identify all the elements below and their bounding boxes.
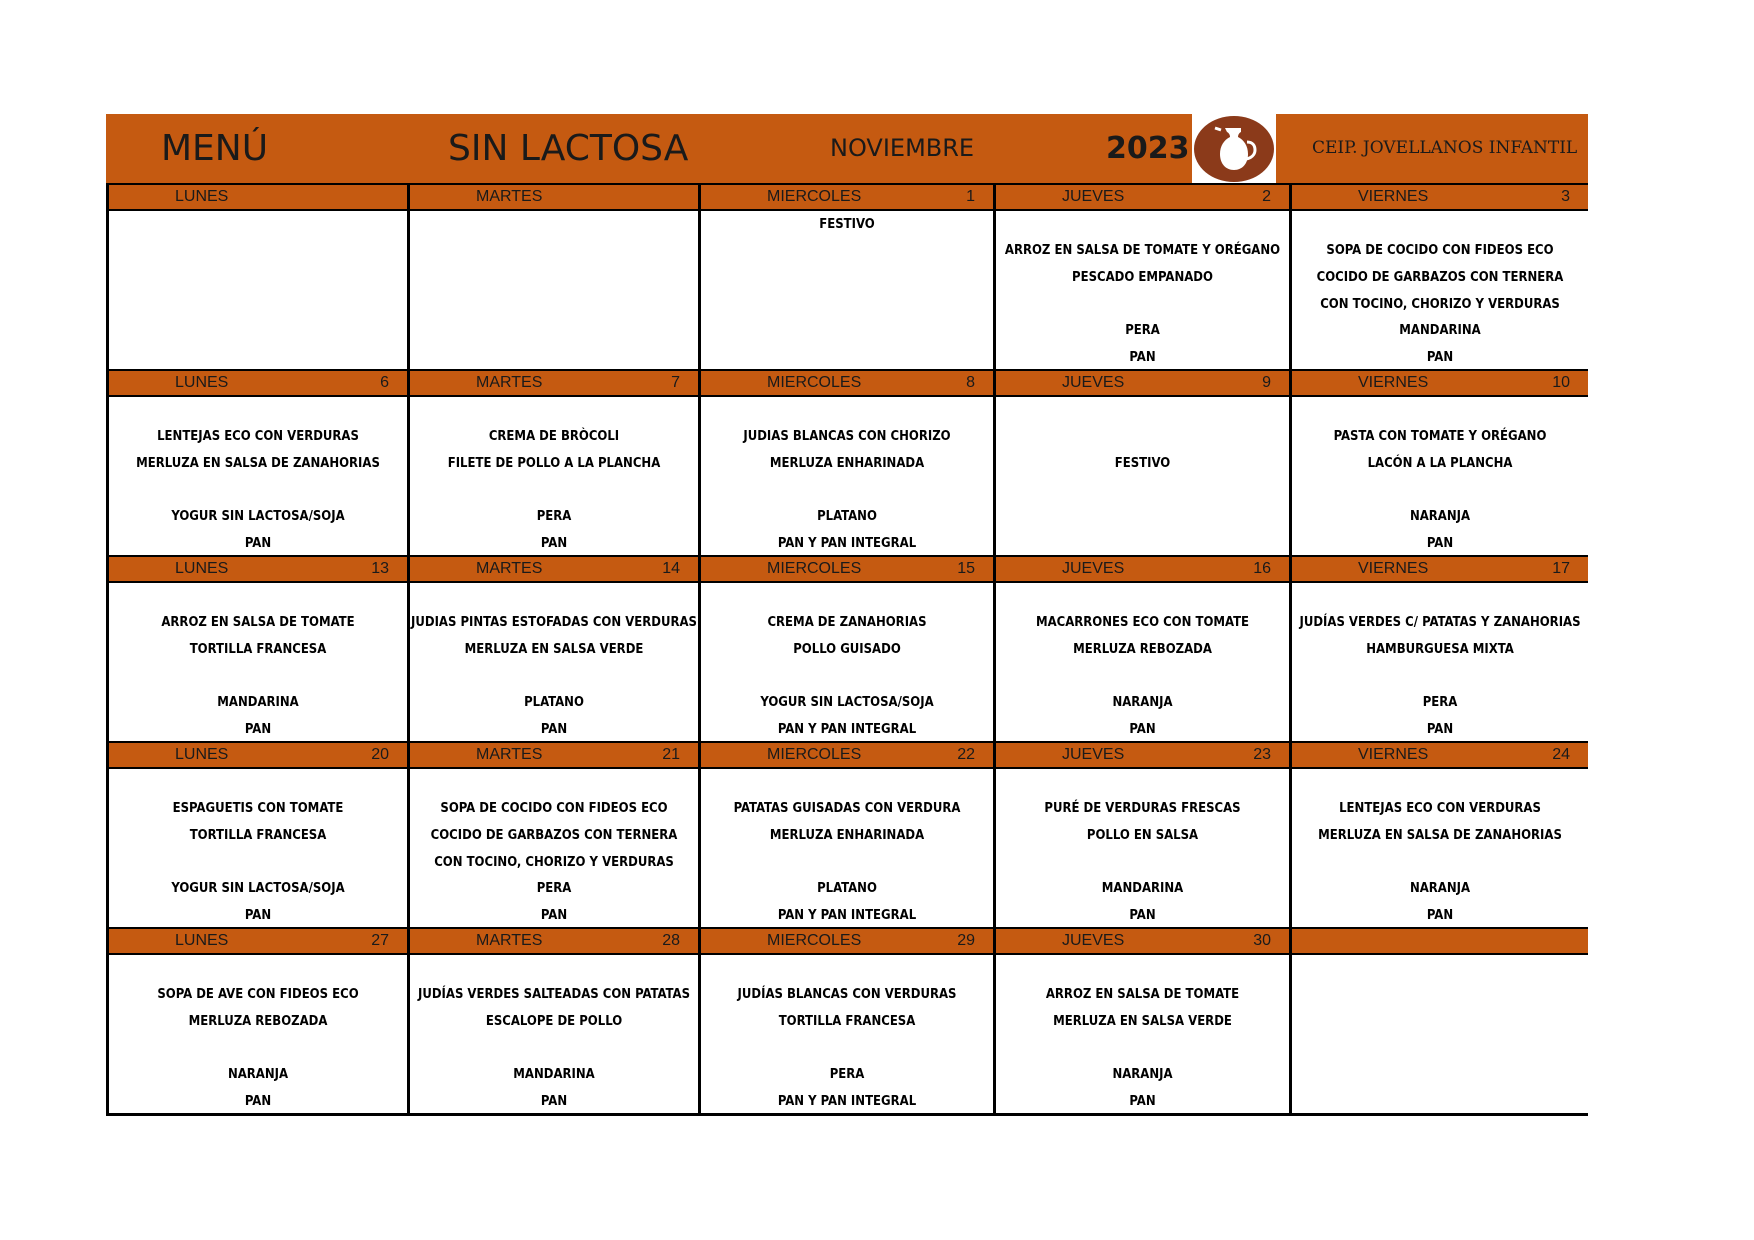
menu-line: MERLUZA EN SALSA VERDE [1053,1014,1232,1029]
day-number: 28 [662,932,680,949]
day-menu [410,955,698,1113]
menu-line: PAN [1426,536,1454,551]
menu-line: MERLUZA EN SALSA VERDE [464,642,644,657]
day-menu [1292,769,1588,927]
menu-line: NARANJA [1112,695,1173,710]
day-header [410,369,698,397]
title-bar [106,114,1588,183]
day-number: 14 [662,560,680,577]
menu-line [410,211,698,238]
menu-line [109,477,407,504]
day-header [701,369,993,397]
menu-line: MERLUZA EN SALSA DE ZANAHORIAS [1318,828,1562,843]
day-menu [996,397,1289,555]
day-header [109,741,407,769]
menu-line: NARANJA [1409,881,1471,896]
day-cell [106,183,407,369]
day-cell [698,555,993,741]
menu-line: NARANJA [1112,1067,1173,1082]
day-number: 29 [957,932,975,949]
day-number: 27 [371,932,389,949]
week-row [106,741,1588,927]
day-menu [996,769,1289,927]
school-logo [1192,114,1276,183]
day-name: MIERCOLES [767,374,862,391]
menu-line: COCIDO DE GARBAZOS CON TERNERA [1316,270,1564,285]
day-number: 3 [1561,188,1570,205]
menu-line: JUDÍAS VERDES C/ PATATAS Y ZANAHORIAS [1299,615,1581,630]
menu-line [109,955,407,982]
menu-line: YOGUR SIN LACTOSA/SOJA [171,881,345,896]
day-number: 21 [662,746,680,763]
menu-line: LACÓN A LA PLANCHA [1367,456,1513,471]
day-header [1292,741,1588,769]
day-cell [1289,183,1588,369]
day-header [701,555,993,583]
menu-line [410,237,698,264]
menu-line [1292,211,1588,238]
day-number: 9 [1262,374,1271,391]
menu-line [109,211,407,238]
menu-line: ARROZ EN SALSA DE TOMATE [161,615,355,630]
day-number: 10 [1552,374,1570,391]
menu-line: MERLUZA REBOZADA [188,1014,328,1029]
day-name: MIERCOLES [767,932,862,949]
menu-line: MACARRONES ECO CON TOMATE [1035,615,1250,630]
day-cell [993,927,1289,1113]
day-number: 22 [957,746,975,763]
day-name: LUNES [175,560,229,577]
day-header [996,369,1289,397]
menu-line [410,477,698,504]
menu-line: PAN [540,536,568,551]
menu-line: CON TOCINO, CHORIZO Y VERDURAS [1320,297,1560,312]
day-name: MIERCOLES [767,746,862,763]
day-number: 23 [1253,746,1271,763]
day-number: 6 [380,374,389,391]
day-menu [701,955,993,1113]
menu-line: FILETE DE POLLO A LA PLANCHA [447,456,661,471]
day-menu [109,769,407,927]
menu-line: MERLUZA ENHARINADA [769,828,925,843]
menu-line: PLATANO [817,881,877,896]
day-header [701,741,993,769]
day-name: MARTES [476,560,543,577]
day-name: MARTES [476,374,543,391]
day-name: LUNES [175,932,229,949]
week-row [106,369,1588,555]
menu-line [996,477,1289,504]
day-menu [109,955,407,1113]
menu-line [109,1035,407,1062]
day-header [701,927,993,955]
menu-line: PASTA CON TOMATE Y ORÉGANO [1333,429,1547,444]
menu-line [701,769,993,796]
title-menu: MENÚ [161,128,269,169]
day-name: JUEVES [1062,188,1125,205]
menu-line: SOPA DE COCIDO CON FIDEOS ECO [440,801,668,816]
menu-line: PERA [536,509,572,524]
menu-line [109,769,407,796]
title-year: 2023 [1106,131,1190,166]
week-row [106,555,1588,741]
menu-line [1292,955,1588,982]
menu-line [1292,583,1588,610]
menu-line: PAN [244,1094,272,1109]
day-cell [407,555,698,741]
day-cell [698,927,993,1113]
day-header [109,369,407,397]
menu-line: PAN [1129,908,1156,923]
menu-line [1292,1008,1588,1035]
day-cell [1289,927,1588,1113]
menu-line [410,769,698,796]
menu-line: ESCALOPE DE POLLO [485,1014,623,1029]
menu-line [109,237,407,264]
day-number: 1 [966,188,975,205]
menu-line: NARANJA [227,1067,289,1082]
day-name: MIERCOLES [767,560,862,577]
day-name: JUEVES [1062,746,1125,763]
day-menu [410,397,698,555]
menu-line: FESTIVO [819,217,875,232]
menu-line [996,503,1289,530]
day-menu [996,211,1289,369]
day-menu [1292,211,1588,369]
menu-line [410,955,698,982]
menu-line: PAN Y PAN INTEGRAL [777,722,917,737]
day-menu [109,211,407,369]
title-menu-type: SIN LACTOSA [448,128,689,169]
menu-line: PAN [244,536,272,551]
day-cell [106,741,407,927]
menu-line: PAN [1129,722,1156,737]
menu-line: TORTILLA FRANCESA [778,1014,916,1029]
menu-line: MANDARINA [513,1067,595,1082]
day-header [109,555,407,583]
menu-line [109,849,407,876]
day-cell [1289,555,1588,741]
day-name: VIERNES [1358,188,1429,205]
menu-line: LENTEJAS ECO CON VERDURAS [1339,801,1541,816]
menu-line [410,583,698,610]
day-cell [698,741,993,927]
day-menu [996,955,1289,1113]
menu-line: JUDIAS PINTAS ESTOFADAS CON VERDURAS [411,615,697,630]
menu-line: MERLUZA ENHARINADA [769,456,925,471]
menu-line [701,237,993,264]
menu-line: JUDIAS BLANCAS CON CHORIZO [743,429,951,444]
menu-line [701,291,993,318]
menu-line [1292,663,1588,690]
day-cell [993,555,1289,741]
day-number: 24 [1552,746,1570,763]
menu-line [1292,477,1588,504]
day-cell [1289,369,1588,555]
day-menu [109,583,407,741]
menu-calendar [106,183,1588,1113]
menu-line: PATATAS GUISADAS CON VERDURA [733,801,961,816]
week-row [106,183,1588,369]
menu-line: CON TOCINO, CHORIZO Y VERDURAS [434,855,674,870]
menu-line: PAN [244,722,272,737]
day-header [410,927,698,955]
menu-line: PAN [540,722,568,737]
menu-line [410,344,698,371]
menu-line [701,397,993,424]
menu-line: NARANJA [1409,509,1471,524]
menu-line [1292,397,1588,424]
menu-line: PERA [1125,323,1160,338]
menu-line: YOGUR SIN LACTOSA/SOJA [171,509,345,524]
day-cell [407,183,698,369]
menu-line: PAN [1129,1094,1156,1109]
menu-line [701,849,993,876]
day-number: 17 [1552,560,1570,577]
day-menu [410,211,698,369]
day-header [1292,555,1588,583]
menu-line [996,211,1289,238]
menu-line [996,530,1289,557]
menu-line: MERLUZA EN SALSA DE ZANAHORIAS [136,456,380,471]
menu-line [410,264,698,291]
day-cell [993,369,1289,555]
day-name: LUNES [175,746,229,763]
menu-line: MANDARINA [217,695,299,710]
menu-line: HAMBURGUESA MIXTA [1366,642,1514,657]
day-cell [698,369,993,555]
menu-line: ARROZ EN SALSA DE TOMATE [1045,987,1240,1002]
menu-line: PAN [1426,350,1454,365]
menu-line: PAN [540,1094,568,1109]
menu-line [1292,1088,1588,1115]
day-cell [698,183,993,369]
menu-line: MANDARINA [1399,323,1481,338]
day-number: 16 [1253,560,1271,577]
menu-line [996,955,1289,982]
menu-line [109,344,407,371]
menu-sheet [106,114,1588,1116]
day-number: 8 [966,374,975,391]
menu-line [410,291,698,318]
menu-line [996,663,1289,690]
menu-line [410,317,698,344]
menu-line: PAN [1426,722,1454,737]
day-number: 7 [671,374,680,391]
menu-line [1292,981,1588,1008]
day-menu [1292,583,1588,741]
day-header [1292,369,1588,397]
menu-line [410,1035,698,1062]
day-menu [1292,397,1588,555]
menu-line: COCIDO DE GARBAZOS CON TERNERA [430,828,678,843]
menu-line: JUDÍAS BLANCAS CON VERDURAS [737,987,957,1002]
day-header [109,927,407,955]
menu-line: PAN Y PAN INTEGRAL [777,536,917,551]
menu-line: PERA [829,1067,865,1082]
menu-line [109,264,407,291]
day-header [1292,183,1588,211]
day-name: VIERNES [1358,560,1429,577]
menu-line [701,1035,993,1062]
day-header [410,741,698,769]
menu-line: SOPA DE AVE CON FIDEOS ECO [157,987,359,1002]
jug-icon [1194,116,1274,182]
day-cell [993,183,1289,369]
menu-line: PURÉ DE VERDURAS FRESCAS [1044,801,1241,816]
menu-line: PAN Y PAN INTEGRAL [777,1094,917,1109]
menu-line [996,769,1289,796]
menu-line [996,291,1289,318]
menu-line: SOPA DE COCIDO CON FIDEOS ECO [1326,243,1554,258]
day-name: LUNES [175,374,229,391]
day-name: VIERNES [1358,374,1429,391]
day-header [996,555,1289,583]
day-number: 2 [1262,188,1271,205]
menu-line [109,317,407,344]
menu-line [701,344,993,371]
menu-line: PAN [244,908,272,923]
day-menu [109,397,407,555]
day-name: VIERNES [1358,746,1429,763]
menu-line [109,397,407,424]
menu-line [701,583,993,610]
day-menu [410,583,698,741]
menu-line: POLLO EN SALSA [1086,828,1199,843]
day-name: LUNES [175,188,229,205]
day-number: 20 [371,746,389,763]
day-header [701,183,993,211]
day-header [410,183,698,211]
menu-line [1292,1035,1588,1062]
day-cell [407,369,698,555]
day-cell [106,555,407,741]
day-menu [701,211,993,369]
menu-line [996,423,1289,450]
day-header [996,927,1289,955]
day-menu [701,769,993,927]
menu-line [109,663,407,690]
day-cell [993,741,1289,927]
menu-line: LENTEJAS ECO CON VERDURAS [157,429,359,444]
menu-line [701,264,993,291]
menu-line [996,583,1289,610]
menu-line: CREMA DE ZANAHORIAS [767,615,927,630]
menu-line: PAN [1426,908,1454,923]
menu-line: TORTILLA FRANCESA [189,828,327,843]
menu-line [109,291,407,318]
menu-line [1292,1061,1588,1088]
day-menu [701,397,993,555]
menu-line [701,663,993,690]
day-header [410,555,698,583]
menu-line: FESTIVO [1114,456,1171,471]
menu-line [701,317,993,344]
day-menu [1292,955,1588,1113]
day-cell [407,741,698,927]
menu-line [996,1035,1289,1062]
day-menu [701,583,993,741]
menu-line [996,849,1289,876]
title-month: NOVIEMBRE [830,134,975,162]
day-name: MARTES [476,746,543,763]
day-menu [996,583,1289,741]
menu-line: ESPAGUETIS CON TOMATE [172,801,344,816]
day-name: JUEVES [1062,932,1125,949]
menu-line [410,663,698,690]
menu-line: YOGUR SIN LACTOSA/SOJA [760,695,934,710]
menu-line: MERLUZA REBOZADA [1073,642,1212,657]
menu-line: PAN [1129,350,1156,365]
menu-line [701,477,993,504]
menu-line [1292,849,1588,876]
day-number: 30 [1253,932,1271,949]
menu-line [701,955,993,982]
menu-line: PERA [536,881,572,896]
week-row [106,927,1588,1113]
menu-line: POLLO GUISADO [793,642,901,657]
menu-line: PAN Y PAN INTEGRAL [777,908,917,923]
day-name: JUEVES [1062,560,1125,577]
day-name: JUEVES [1062,374,1125,391]
menu-line: PLATANO [817,509,877,524]
day-cell [106,369,407,555]
menu-line: PAN [540,908,568,923]
day-cell [106,927,407,1113]
menu-line: TORTILLA FRANCESA [189,642,327,657]
menu-line: PERA [1422,695,1458,710]
day-header [109,183,407,211]
menu-line [996,397,1289,424]
day-menu [410,769,698,927]
menu-line: JUDÍAS VERDES SALTEADAS CON PATATAS [417,987,690,1002]
day-name: MIERCOLES [767,188,862,205]
menu-line: CREMA DE BRÒCOLI [488,429,620,444]
menu-line: MANDARINA [1101,881,1184,896]
day-cell [1289,741,1588,927]
day-cell [407,927,698,1113]
menu-line [1292,769,1588,796]
day-name: MARTES [476,188,543,205]
menu-line [109,583,407,610]
day-header [996,741,1289,769]
day-header [996,183,1289,211]
title-school: CEIP. JOVELLANOS INFANTIL [1312,138,1578,158]
day-name: MARTES [476,932,543,949]
menu-line: PLATANO [524,695,584,710]
menu-line: ARROZ EN SALSA DE TOMATE Y ORÉGANO [1004,243,1281,258]
day-number: 15 [957,560,975,577]
menu-line [410,397,698,424]
day-number: 13 [371,560,389,577]
menu-line: PESCADO EMPANADO [1072,270,1213,285]
day-header [1292,927,1588,955]
